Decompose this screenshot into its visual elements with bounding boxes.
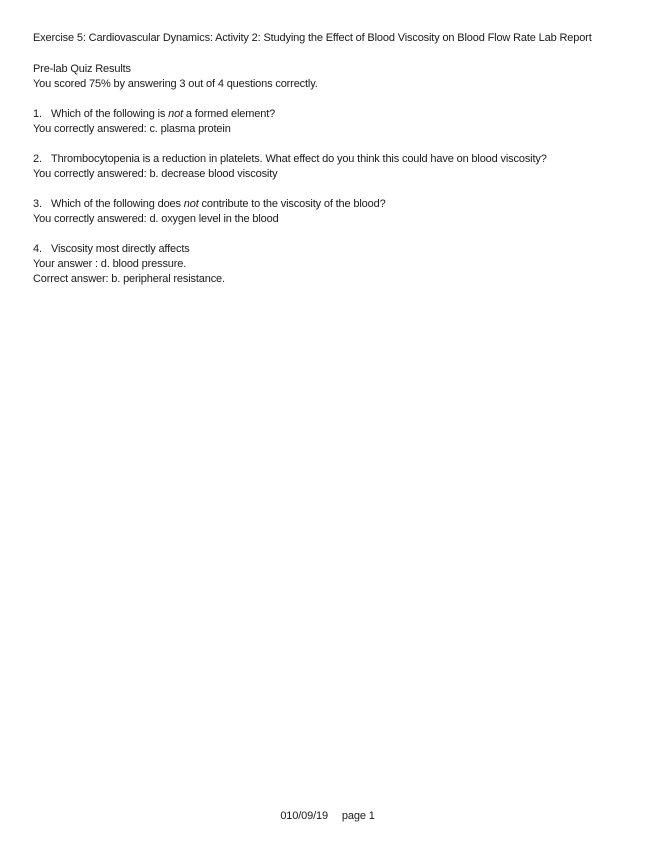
question-text: 3. Which of the following does not contribute to the viscosity of the blood?: [33, 198, 386, 210]
answer-line: You correctly answered: c. plasma protein: [33, 123, 231, 135]
answer-line: You correctly answered: b. decrease blood viscosity: [33, 168, 278, 180]
quiz-score: You scored 75% by answering 3 out of 4 questions correctly.: [33, 78, 318, 90]
correct-answer-line: Correct answer: b. peripheral resistance.: [33, 273, 225, 285]
report-title: Exercise 5: Cardiovascular Dynamics: Activity 2: Studying the Effect of Blood Viscosity on Blood Flow Rate Lab Report: [33, 32, 592, 44]
question-number: 1.: [33, 108, 42, 120]
quiz-heading: Pre-lab Quiz Results: [33, 63, 131, 75]
report-page: [33, 31, 633, 302]
emphasis: not: [183, 198, 199, 210]
question-1: [33, 107, 633, 137]
question-text: 2. Thrombocytopenia is a reduction in platelets. What effect do you think this could have on blood viscosity?: [33, 153, 547, 165]
question-number: 3.: [33, 198, 42, 210]
footer-date: 010/09/19: [280, 810, 328, 822]
page-footer: [0, 809, 655, 823]
question-number: 4.: [33, 243, 42, 255]
question-2: [33, 152, 633, 182]
answer-line: You correctly answered: d. oxygen level in the blood: [33, 213, 279, 225]
question-text: 4. Viscosity most directly affects: [33, 243, 190, 255]
question-number: 2.: [33, 153, 42, 165]
question-4: [33, 242, 633, 287]
your-answer-line: Your answer : d. blood pressure.: [33, 258, 187, 270]
question-3: [33, 197, 633, 227]
footer-page-number: page 1: [341, 810, 375, 822]
question-text: 1. Which of the following is not a formed element?: [33, 108, 276, 120]
emphasis: not: [168, 108, 183, 120]
